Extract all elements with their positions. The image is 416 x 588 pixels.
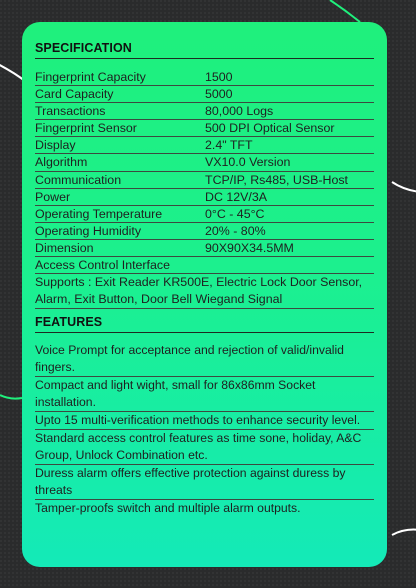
- spec-row: [35, 137, 374, 154]
- features-heading: FEATURES: [35, 315, 374, 333]
- spec-key: Transactions: [35, 104, 106, 119]
- spec-key: Operating Temperature: [35, 206, 163, 221]
- spec-row: [35, 86, 374, 103]
- features-list: [35, 342, 374, 517]
- spec-value: VX10.0 Version: [205, 155, 291, 170]
- supports-row: Supports : Exit Reader KR500E, Electric Lock Door Sensor, Alarm, Exit Button, Door Bell Wiegand Signal: [35, 274, 374, 309]
- feature-item: Upto 15 multi-verification methods to enhance security level.: [35, 412, 374, 430]
- spec-key: Fingerprint Capacity: [35, 70, 146, 84]
- spec-key: Display: [35, 138, 76, 153]
- spec-value: 90X90X34.5MM: [205, 240, 294, 255]
- spec-row: [35, 120, 374, 137]
- spec-value: 1500: [205, 70, 233, 84]
- specification-heading: SPECIFICATION: [35, 41, 374, 59]
- feature-item: Standard access control features as time sone, holiday, A&C Group, Unlock Combination etc.: [35, 430, 374, 465]
- spec-value: 80,000 Logs: [205, 104, 274, 119]
- spec-row: [35, 189, 374, 206]
- spec-value: 5000: [205, 87, 233, 102]
- spec-key: Card Capacity: [35, 87, 114, 102]
- access-control-row: Access Control Interface: [35, 257, 374, 274]
- feature-item: Duress alarm offers effective protection against duress by threats: [35, 465, 374, 500]
- spec-row: [35, 223, 374, 240]
- spec-key: Communication: [35, 172, 122, 187]
- spec-row: [35, 154, 374, 171]
- spec-card: [22, 22, 387, 567]
- spec-key: Operating Humidity: [35, 223, 142, 238]
- spec-value: DC 12V/3A: [205, 189, 267, 204]
- feature-item: Tamper-proofs switch and multiple alarm outputs.: [35, 501, 301, 516]
- spec-table: [35, 69, 374, 257]
- spec-value: 2.4" TFT: [205, 138, 253, 153]
- spec-row: [35, 240, 374, 257]
- spec-row: [35, 206, 374, 223]
- spec-value: 0°C - 45°C: [205, 206, 265, 221]
- spec-key: Algorithm: [35, 155, 88, 170]
- spec-key: Power: [35, 189, 71, 204]
- spec-row: [35, 103, 374, 120]
- spec-row: [35, 69, 374, 86]
- spec-value: TCP/IP, Rs485, USB-Host: [205, 172, 348, 187]
- spec-value: 500 DPI Optical Sensor: [205, 121, 335, 136]
- spec-key: Fingerprint Sensor: [35, 121, 137, 136]
- feature-item: Voice Prompt for acceptance and rejection of valid/invalid fingers.: [35, 342, 374, 377]
- feature-item: Compact and light wight, small for 86x86mm Socket installation.: [35, 377, 374, 412]
- spec-value: 20% - 80%: [205, 223, 266, 238]
- spec-row: [35, 172, 374, 189]
- spec-key: Dimension: [35, 240, 94, 255]
